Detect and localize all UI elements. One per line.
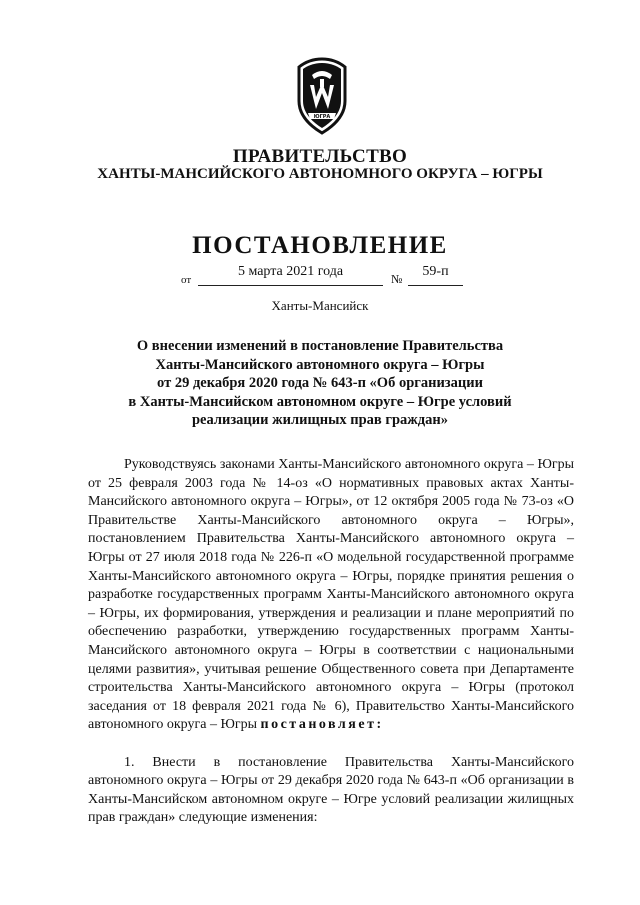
date-underline: [198, 285, 383, 286]
document-date: 5 марта 2021 года: [237, 264, 344, 279]
from-label: от: [181, 274, 192, 286]
crest-text: ЮГРА: [313, 114, 331, 120]
document-body: [88, 456, 574, 828]
region-heading: ХАНТЫ-МАНСИЙСКОГО АВТОНОМНОГО ОКРУГА – ЮГРЫ: [97, 166, 543, 182]
document-title: [100, 337, 540, 430]
date-line: [0, 264, 640, 288]
document-number: 59-п: [422, 264, 449, 279]
item-1-paragraph: 1. Внести в постановление Правительства Ханты-Мансийского автономного округа – Югры от 29 декабря 2020 года № 643-п «Об организации в Ханты-Мансийском автономном округе – Югре условий реализации жилищных прав граждан» следующие изменения:: [88, 754, 574, 826]
title-line: Ханты-Мансийского автономного округа – Югры: [155, 356, 485, 373]
decree-colon: :: [376, 717, 384, 733]
title-line: от 29 декабря 2020 года № 643-п «Об организации: [157, 375, 483, 392]
decree-word: постановляет: [260, 717, 377, 733]
preamble-paragraph: [88, 456, 574, 735]
number-underline: [408, 285, 463, 286]
coat-of-arms-icon: [290, 57, 354, 135]
number-label: №: [391, 272, 403, 286]
document-type: ПОСТАНОВЛЕНИЕ: [192, 232, 448, 259]
title-line: реализации жилищных прав граждан»: [191, 412, 448, 429]
government-heading: ПРАВИТЕЛЬСТВО: [232, 146, 408, 167]
city: Ханты-Мансийск: [271, 298, 369, 313]
title-line: в Ханты-Мансийском автономном округе – Югре условий: [128, 393, 512, 410]
title-line: О внесении изменений в постановление Правительства: [136, 338, 504, 354]
preamble-text: Руководствуясь законами Ханты-Мансийского автономного округа – Югры от 25 февраля 2003 года № 14-оз «О нормативных правовых актах Ханты-Мансийского автономного округа – Югры», от 12 октября 2005 года № 73-оз «О Правительстве Ханты-Мансийского автономного округа – Югры», постановлением Правительства Ханты-Мансийского автономного округа – Югры от 27 июля 2018 года № 226-п «О модельной государственной программе Ханты-Мансийского автономного округа – Югры, порядке принятия решения о разработке государственных программ Ханты-Мансийского автономного округа – Югры, их формирования, утверждения и реализации и плане мероприятий по обеспечению разработки, утверждению государственных программ Ханты-Мансийского автономного округа – Югры в соответствии с национальными целями развития», учитывая решение Общественного совета при Департаменте строительства Ханты-Мансийского автономного округа – Югры (протокол заседания от 18 февраля 2021 года № 6), Правительство Ханты-Мансийского автономного округа – Югры: [88, 457, 574, 733]
